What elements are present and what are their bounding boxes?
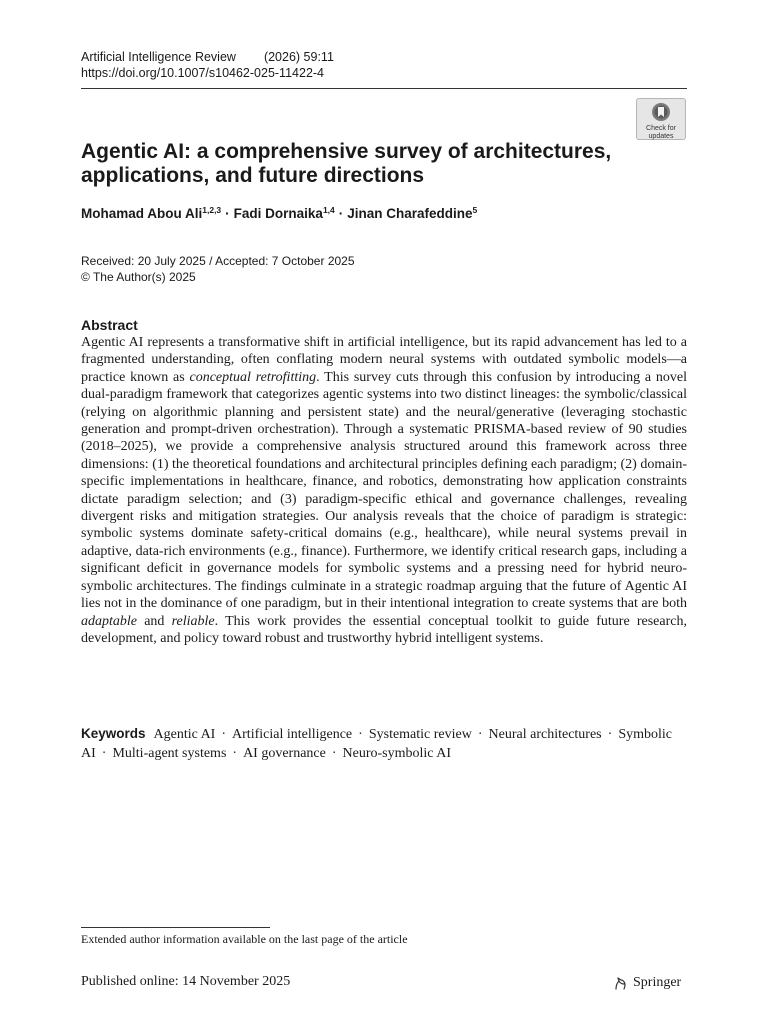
header-divider (81, 88, 687, 89)
author-affiliation: 5 (472, 205, 478, 215)
springer-horse-icon (612, 975, 628, 991)
keyword: Symbolic AI (81, 727, 672, 761)
article-title: Agentic AI: a comprehensive survey of architectures, applications, and future directions (81, 140, 612, 187)
publisher-logo[interactable] (612, 975, 681, 991)
abstract-heading: Abstract (81, 317, 138, 333)
abstract-segment: . This survey cuts through this confusion by introducing a novel dual-paradigm framework that categorizes agentic systems into two distinct lineages: the symbolic/classical (relying on algorithmic planning and persistent state) and the neural/generative (leveraging stochastic generation and prompt-driven orchestration). Through a systematic PRISMA-based review of 90 studies (2018–2025), we provide a comprehensive analysis structured around this framework across three dimensions: (1) the theoretical foundations and architectural principles defining each paradigm; (2) domain-specific implementations in healthcare, finance, and robotics, demonstrating how application constraints dictate paradigm selection; and (3) paradigm-specific ethical and governance challenges, revealing divergent risks and mitigation strategies. Our analysis reveals that the choice of paradigm is strategic: symbolic systems dominate safety-critical domains (e.g., healthcare), while neural systems prevail in adaptive, data-rich environments (e.g., finance). Furthermore, we identify critical research gaps, including a significant deficit in governance models for symbolic systems and a pressing need for hybrid neuro-symbolic architectures. The findings culminate in a strategic roadmap arguing that the future of Agentic AI lies not in the dominance of one paradigm, but in their intentional integration to create systems that are both (81, 369, 687, 612)
keywords-label: Keywords (81, 726, 146, 741)
published-date: Published online: 14 November 2025 (81, 974, 291, 989)
abstract-segment: Agentic AI represents a transformative shift in artificial intelligence, but its rapid advancement has led to a fragmented understanding, often conflating modern neural systems with outdated symbolic models—a practice known as (81, 335, 687, 385)
author-list: Mohamad Abou Ali$^{1,2,3}$ · Fadi Dornaika$^{1,4}$ · Jinan Charafeddine$^5$ (81, 205, 478, 221)
author-info-footnote: Extended author information available on the last page of the article (81, 932, 408, 946)
author-name[interactable]: Fadi Dornaika (233, 206, 323, 221)
badge-line-1: Check for (646, 125, 676, 132)
keyword: Artificial intelligence (232, 727, 353, 742)
bookmark-icon (651, 102, 671, 124)
author-affiliation: 1,4 (322, 205, 335, 215)
publisher-name: Springer (633, 975, 682, 990)
check-for-updates-badge[interactable] (636, 98, 686, 140)
badge-line-2: updates (648, 133, 674, 140)
abstract-text (81, 334, 687, 647)
keyword: Neural architectures (488, 727, 602, 742)
keyword: AI governance (243, 746, 326, 761)
abstract-segment: . This work provides the essential conceptual toolkit to guide future research, development, and policy toward robust and trustworthy hybrid intelligent systems. (81, 613, 687, 646)
author-name[interactable]: Mohamad Abou Ali (81, 206, 203, 221)
author-name[interactable]: Jinan Charafeddine (347, 206, 473, 221)
received-accepted-dates: Received: 20 July 2025 / Accepted: 7 October 2025 (81, 254, 355, 268)
abstract-emphasis: adaptable (81, 613, 137, 629)
footnote-divider (81, 927, 270, 928)
doi-link[interactable]: https://doi.org/10.1007/s10462-025-11422-4 (81, 66, 325, 80)
journal-header (81, 49, 334, 81)
abstract-emphasis: conceptual retrofitting (189, 369, 317, 385)
keyword: Multi-agent systems (112, 746, 227, 761)
abstract-segment: and (137, 613, 172, 629)
keyword: Agentic AI (153, 727, 216, 742)
journal-issue: (2026) 59:11 (263, 50, 334, 64)
article-dates (81, 254, 355, 285)
keyword: Neuro-symbolic AI (342, 746, 452, 761)
keywords-section: Keywords Agentic AI · Artificial intelligence · Systematic review · Neural architectures · Symbolic AI · Multi-agent systems · AI governance · Neuro-symbolic AI (81, 726, 672, 761)
keyword: Systematic review (368, 727, 472, 742)
abstract-emphasis: reliable (171, 613, 215, 629)
journal-name[interactable]: Artificial Intelligence Review (81, 50, 236, 64)
author-affiliation: 1,2,3 (202, 205, 222, 215)
copyright-line: © The Author(s) 2025 (81, 269, 196, 284)
